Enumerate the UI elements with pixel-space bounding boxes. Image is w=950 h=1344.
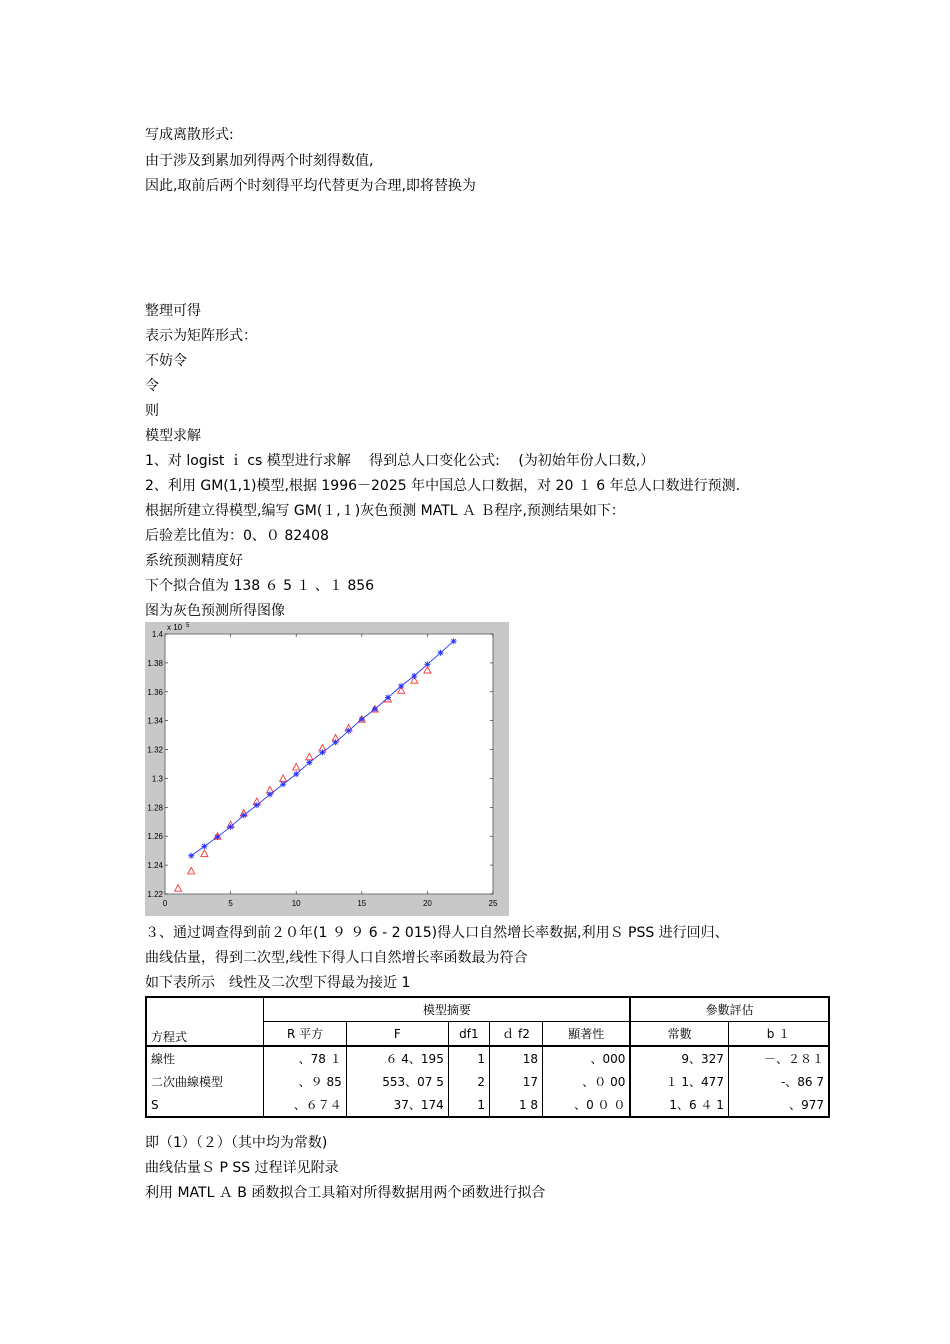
data-point-star [438, 650, 444, 656]
x-tick-label: 25 [488, 899, 498, 908]
data-point-star [451, 638, 457, 644]
table-cell: －、２８１ [728, 1046, 829, 1070]
col-header: 常數 [630, 1022, 728, 1047]
data-point-star [424, 661, 430, 667]
table-row [146, 1093, 829, 1117]
paragraph: 根据所建立得模型,编写 GM(１,１)灰色预测 MATL Ａ Ｂ程序,预测结果如下： [145, 503, 625, 519]
row-label: 二次曲線模型 [146, 1070, 264, 1093]
data-point-star [372, 706, 378, 712]
data-point-star [241, 812, 247, 818]
y-exponent-label: x 10 [167, 623, 183, 632]
col-equation-header: 方程式 [146, 997, 264, 1046]
paragraph: 后验差比值为：0、０ 82408 [145, 528, 329, 544]
grey-prediction-chart [145, 622, 509, 916]
paragraph: 表示为矩阵形式： [145, 328, 257, 344]
table-cell: 1、6 ４ 1 [630, 1093, 728, 1117]
paragraph: 系统预测精度好 [145, 553, 243, 569]
y-tick-label: 1.24 [147, 861, 163, 871]
table-cell: 、977 [728, 1093, 829, 1117]
section-heading: 模型求解 [145, 428, 201, 444]
paragraph: 不妨令 [145, 353, 187, 369]
plot-area [165, 634, 493, 894]
table-cell: 18 [490, 1046, 543, 1070]
col-header: ｄ f2 [490, 1022, 543, 1047]
table-cell: 1 [448, 1046, 489, 1070]
data-point-star [319, 749, 325, 755]
table-cell: 1 [448, 1093, 489, 1117]
y-tick-label: 1.26 [147, 832, 163, 842]
row-label: S [146, 1093, 264, 1117]
table-cell: 2 [448, 1070, 489, 1093]
paragraph: 因此,取前后两个时刻得平均代替更为合理,即将替换为 [145, 178, 476, 194]
data-point-star [411, 673, 417, 679]
paragraph: 1、对 logist ｉ cs 模型进行求解 得到总人口变化公式: (为初始年份人口数,） [145, 453, 655, 469]
data-point-star [188, 853, 194, 859]
table-cell: 553、07 5 [346, 1070, 448, 1093]
paragraph: 下个拟合值为 138 ６ 5 １ 、１ 856 [145, 578, 375, 594]
col-header: 顯著性 [543, 1022, 631, 1047]
paragraph: 则 [145, 403, 159, 419]
paragraph: ３、通过调查得到前２０年(1 ９ ９ 6 - 2 015)得人口自然增长率数据,利用Ｓ PSS 进行回归、 [145, 925, 729, 941]
table-cell: ６ 4、195 [346, 1046, 448, 1070]
y-tick-label: 1.36 [147, 687, 163, 697]
data-point-star [214, 834, 220, 840]
data-point-star [280, 781, 286, 787]
col-header: F [346, 1022, 448, 1047]
table-cell: 37、174 [346, 1093, 448, 1117]
table-cell: 、０ 00 [543, 1070, 631, 1093]
table-cell: １ 1、477 [630, 1070, 728, 1093]
paragraph: 2、利用 GM(1,1)模型,根据 1996－2025 年中国总人口数据，对 20 １ 6 年总人口数进行预测. [145, 478, 741, 494]
paragraph: 即（1）（２）（其中均为常数) [145, 1135, 328, 1151]
y-tick-label: 1.32 [147, 745, 163, 755]
x-tick-label: 15 [357, 899, 367, 908]
table-row [146, 1070, 829, 1093]
y-tick-label: 1.3 [151, 774, 163, 784]
table-cell: -、86 7 [728, 1070, 829, 1093]
data-point-star [398, 683, 404, 689]
data-point-star [254, 802, 260, 808]
paragraph: 整理可得 [145, 303, 201, 319]
data-point-star [293, 771, 299, 777]
model-summary-table [145, 996, 830, 1118]
paragraph: 曲线估量，得到二次型,线性下得人口自然增长率函数最为符合 [145, 950, 528, 966]
data-point-star [385, 695, 391, 701]
data-point-star [359, 716, 365, 722]
paragraph: 利用 MATL Ａ B 函数拟合工具箱对所得数据用两个函数进行拟合 [145, 1185, 546, 1201]
y-tick-label: 1.28 [147, 803, 163, 813]
chart-svg [145, 622, 509, 916]
paragraph: 由于涉及到累加列得两个时刻得数值, [145, 153, 374, 169]
group-model-header: 模型摘要 [264, 997, 631, 1022]
table-cell: 9、327 [630, 1046, 728, 1070]
data-point-star [228, 824, 234, 830]
table-cell: 、0 ０ ０ [543, 1093, 631, 1117]
paragraph: 如下表所示 线性及二次型下得最为接近 1 [145, 975, 411, 991]
paragraph: 令 [145, 378, 159, 394]
col-header: R 平方 [264, 1022, 346, 1047]
row-label: 線性 [146, 1046, 264, 1070]
table-row [146, 1046, 829, 1070]
x-tick-label: 0 [162, 899, 168, 908]
paragraph: 曲线估量Ｓ P SS 过程详见附录 [145, 1160, 339, 1176]
y-tick-label: 1.22 [147, 890, 163, 899]
table-cell: 17 [490, 1070, 543, 1093]
data-point-star [306, 760, 312, 766]
data-point-star [201, 843, 207, 849]
y-exponent-superscript: 5 [186, 623, 190, 629]
table-cell: 1 8 [490, 1093, 543, 1117]
y-tick-label: 1.34 [147, 716, 163, 726]
table-cell: 、６７４ [264, 1093, 346, 1117]
group-params-header: 參數評估 [630, 997, 829, 1022]
x-tick-label: 5 [228, 899, 233, 908]
x-tick-label: 20 [422, 899, 432, 908]
x-tick-label: 10 [291, 899, 301, 908]
table-cell: 、78 １ [264, 1046, 346, 1070]
data-point-star [267, 791, 273, 797]
paragraph: 写成离散形式: [145, 127, 234, 143]
col-header: df1 [448, 1022, 489, 1047]
y-tick-label: 1.4 [151, 630, 163, 639]
table-cell: 、９ 85 [264, 1070, 346, 1093]
table-cell: 、000 [543, 1046, 631, 1070]
data-point-star [346, 728, 352, 734]
data-point-star [333, 739, 339, 745]
y-tick-label: 1.38 [147, 658, 163, 668]
figure-caption: 图为灰色预测所得图像 [145, 603, 285, 619]
col-header: b １ [728, 1022, 829, 1047]
